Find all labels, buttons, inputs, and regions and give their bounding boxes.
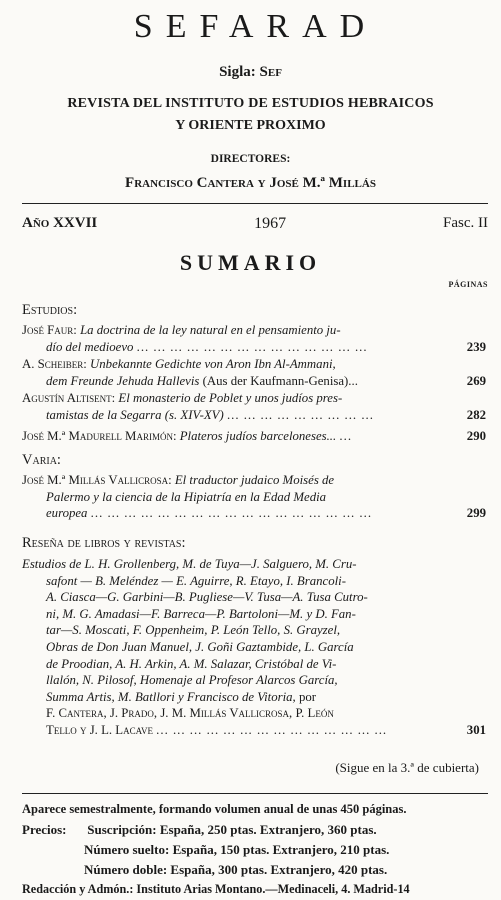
toc-line <box>22 339 488 356</box>
toc-line <box>22 589 488 606</box>
precio-doble: Número doble: España, 300 ptas. Extranjero, 420 ptas. <box>84 862 388 877</box>
year: 1967 <box>254 215 287 232</box>
entry-text: F. Cantera, J. Prado, J. M. Millás Vallicrosa, P. León <box>46 706 334 721</box>
entry-text: Summa Artis, M. Batllori y Francisco de Vitoria, <box>46 689 296 704</box>
entry-title: El traductor judaico Moisés de <box>174 473 335 487</box>
entry-title: Unbekannte Gedichte von Aron Ibn Al-Ammani, <box>90 357 336 371</box>
entry-title: La doctrina de la ley natural en el pensamiento ju- <box>80 323 341 337</box>
footer-redaccion: Redacción y Admón.: Instituto Arias Montano.—Medinaceli, 4. Madrid-14 <box>22 882 410 896</box>
entry-page: 299 <box>466 506 486 521</box>
entry-title-cont: tamistas de la Segarra <box>46 407 162 422</box>
entry-subtitle: (s. XIV-XV) <box>164 407 224 422</box>
entry-text: de Proodian, A. H. Arkin, A. M. Salazar, Cristóbal de Vi- <box>46 656 337 671</box>
entry-text: Estudios de L. H. Grollenberg, M. de Tuya—J. Salguero, M. Cru- <box>22 557 357 571</box>
toc-line <box>22 356 488 373</box>
entry-text: A. Ciasca—G. Garbini—B. Pugliese—V. Tusa—A. Tusa Cutro- <box>46 590 368 605</box>
toc-line <box>22 428 488 445</box>
leader-dots: ... ... ... ... ... ... ... ... ... ... ... ... ... ... <box>156 722 388 737</box>
entry-page: 282 <box>466 407 486 422</box>
journal-title: SEFARAD <box>133 8 378 45</box>
fascicle: Fasc. II <box>442 215 488 231</box>
footer-divider <box>22 793 488 794</box>
toc-entry-madurell <box>22 428 488 445</box>
entry-author: José M.ª Madurell Marimón: <box>22 429 177 443</box>
entry-title: Plateros judíos barceloneses... <box>179 429 337 443</box>
toc-line <box>22 639 488 656</box>
entry-title-cont: europea <box>46 506 88 521</box>
footer-precios <box>22 822 492 838</box>
entry-text: Tello y J. L. Lacave <box>46 722 153 737</box>
sigla-line <box>0 64 501 81</box>
year-label: Año XXVII <box>22 215 98 231</box>
top-divider <box>22 203 488 204</box>
leader-dots: ... ... ... ... ... ... ... ... ... ... ... ... ... ... ... ... ... <box>90 506 373 521</box>
entry-author: A. Scheiber: <box>22 357 87 371</box>
toc-line <box>22 472 488 489</box>
toc-line <box>22 573 488 590</box>
toc-line <box>22 672 488 689</box>
precio-suscripcion: Suscripción: España, 250 ptas. Extranjero, 360 ptas. <box>87 822 377 837</box>
footer-aparece: Aparece semestralmente, formando volumen anual de unas 450 páginas. <box>22 802 407 816</box>
entry-page: 269 <box>466 373 486 388</box>
toc-entry-millas <box>22 472 488 522</box>
toc-entry-scheiber <box>22 356 488 389</box>
entry-page: 301 <box>466 722 486 737</box>
entry-page: 290 <box>466 429 486 443</box>
sigla-label: Sigla: <box>219 64 256 80</box>
toc-line <box>22 373 488 390</box>
toc-line <box>22 656 488 673</box>
paginas-label: PÁGINAS <box>448 280 488 289</box>
leader-dots: ... <box>339 429 353 443</box>
toc-line <box>22 322 488 339</box>
toc-line <box>22 606 488 623</box>
toc-entry-resenas <box>22 556 488 739</box>
toc-line <box>22 705 488 722</box>
entry-title-cont: dío del medioevo <box>46 339 134 354</box>
revista-line-1: REVISTA DEL INSTITUTO DE ESTUDIOS HEBRAICOS <box>67 96 434 111</box>
entry-title-cont: Palermo y la ciencia de la Hipiatría en la Edad Media <box>46 489 327 504</box>
leader-dots: ... ... ... ... ... ... ... ... ... <box>226 407 374 422</box>
entry-text: por <box>298 689 317 704</box>
sumario-heading: SUMARIO <box>179 250 322 275</box>
toc-entry-faur <box>22 322 488 355</box>
toc-line <box>22 556 488 573</box>
entry-page: 239 <box>466 339 486 354</box>
toc-line <box>22 390 488 407</box>
revista-line-2: Y ORIENTE PROXIMO <box>175 118 326 133</box>
entry-text: Obras de Don Juan Manuel, J. Goñi Gaztambide, L. García <box>46 639 354 654</box>
toc-line <box>22 722 488 739</box>
entry-title-cont: dem Freunde Jehuda Hallevis <box>46 373 200 388</box>
section-varia: Varia: <box>22 452 61 468</box>
issue-line <box>22 215 488 233</box>
toc-line <box>22 489 488 506</box>
entry-author: José M.ª Millás Vallicrosa: <box>22 473 172 487</box>
entry-title: El monasterio de Poblet y unos judíos pres- <box>118 391 343 405</box>
precio-suelto: Número suelto: España, 150 ptas. Extranjero, 210 ptas. <box>84 842 390 857</box>
entry-text: llalón, N. Pilosof, Homenaje al Profesor Alarcos García, <box>46 673 338 688</box>
toc-line <box>22 622 488 639</box>
toc-line <box>22 505 488 522</box>
toc-line <box>22 689 488 706</box>
continued-note: (Sigue en la 3.ª de cubierta) <box>335 760 479 775</box>
entry-text: ni, M. G. Amadasi—F. Barreca—P. Bartoloni—M. y D. Fan- <box>46 606 356 621</box>
entry-author: Agustín Altisent: <box>22 391 116 405</box>
leader-dots: ... ... ... ... ... ... ... ... ... ... ... ... ... ... <box>136 339 368 354</box>
entry-subtitle: (Aus der Kaufmann-Genisa)... <box>202 373 358 388</box>
entry-author: José Faur: <box>22 323 77 337</box>
entry-text: tar—S. Moscati, F. Oppenheim, P. León Tello, S. Grayzel, <box>46 623 341 638</box>
section-estudios: Estudios: <box>22 302 78 318</box>
entry-text: safont — B. Meléndez — E. Aguirre, R. Etayo, I. Brancoli- <box>46 573 346 588</box>
section-resena: Reseña de libros y revistas: <box>22 535 186 551</box>
toc-entry-altisent <box>22 390 488 423</box>
directores-heading: DIRECTORES: <box>210 153 291 165</box>
sigla-value: Sef <box>259 64 282 80</box>
directores-names: Francisco Cantera y José M.ª Millás <box>125 175 376 191</box>
precios-label: Precios: <box>22 822 67 837</box>
toc-line <box>22 407 488 424</box>
